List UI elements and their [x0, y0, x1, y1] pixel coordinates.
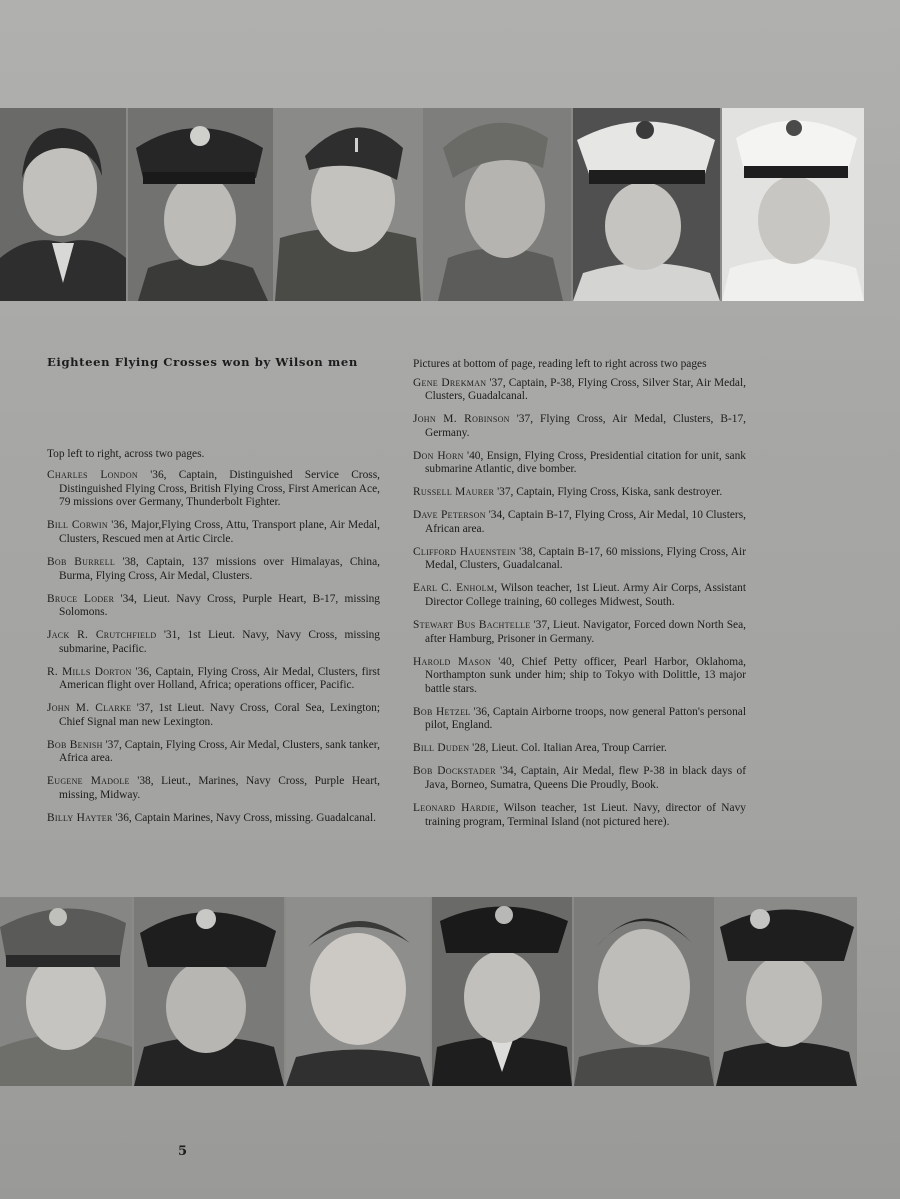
entry-name: Charles London — [47, 469, 138, 482]
entry-details: '36, Captain, Distinguished Service Cross, Distinguished Flying Cross, British Flying Cross, First American Ace, 79 missions over Germany, Thunderbolt Fighter. — [59, 469, 380, 509]
honor-entry — [413, 765, 746, 792]
entry-details: '38, Captain B-17, 60 missions, Flying Cross, Air Medal, Clusters, Guadalcanal. — [425, 545, 746, 572]
entry-details: '34, Captain B-17, Flying Cross, Air Medal, 10 Clusters, African area. — [425, 509, 747, 535]
portrait-photo — [423, 108, 573, 301]
entry-details: '36, Major,Flying Cross, Attu, Transport plane, Air Medal, Clusters, Rescued men at Artic Circle. — [59, 519, 380, 545]
honor-entry — [413, 802, 746, 829]
honor-entry — [47, 739, 380, 766]
portrait-photo — [432, 897, 574, 1086]
honor-entry — [47, 775, 380, 802]
honor-entry — [47, 629, 380, 656]
honor-entry — [413, 619, 746, 646]
entry-details: , Wilson teacher, 1st Lieut. Navy, director of Navy training program, Terminal Island (not pictured here). — [425, 801, 746, 828]
bottom-portrait-row — [0, 897, 857, 1086]
portrait-photo — [0, 897, 134, 1086]
entry-name: R. Mills Dorton — [47, 665, 132, 678]
entry-name: Dave Peterson — [413, 509, 486, 522]
entry-details: '34, Lieut. Navy Cross, Purple Heart, B-17, missing Solomons. — [59, 592, 380, 619]
entry-details: '38, Captain, 137 missions over Himalayas, China, Burma, Flying Cross, Air Medal, Clusters. — [59, 555, 380, 582]
entry-name: John M. Robinson — [413, 413, 510, 426]
portrait-photo — [128, 108, 275, 301]
honor-entry — [413, 509, 746, 536]
entry-details: '40, Ensign, Flying Cross, Presidential citation for unit, sank submarine Atlantic, dive bomber. — [425, 449, 746, 476]
entry-details: '34, Captain, Air Medal, flew P-38 in black days of Java, Borneo, Sumatra, Queens Die Proudly, Book. — [425, 765, 746, 791]
entry-name: Bruce Loder — [47, 592, 115, 605]
entry-name: Gene Drekman — [413, 376, 487, 389]
entry-details: '36, Captain Airborne troops, now general Patton's personal pilot, England. — [425, 705, 747, 732]
entry-details: '28, Lieut. Col. Italian Area, Troup Carrier. — [469, 742, 667, 755]
entry-name: Bill Duden — [413, 742, 470, 755]
portrait-photo — [716, 897, 857, 1086]
honor-entry — [413, 450, 746, 477]
honor-entry — [47, 556, 380, 583]
entry-details: '37, Flying Cross, Air Medal, Clusters, B-17, Germany. — [425, 413, 746, 439]
right-text-column — [413, 358, 746, 839]
entry-details: '37, Captain, Flying Cross, Air Medal, Clusters, sank tanker, Africa area. — [59, 738, 380, 765]
entry-name: Jack R. Crutchfield — [47, 629, 157, 642]
entry-name: Bill Corwin — [47, 519, 108, 532]
page-number: 5 — [178, 1144, 188, 1159]
honor-entry — [47, 666, 380, 693]
honor-entry — [413, 486, 746, 500]
article-heading: Eighteen Flying Crosses won by Wilson men — [47, 355, 358, 369]
left-text-column — [47, 356, 380, 835]
left-entry-list — [47, 469, 380, 825]
portrait-photo — [722, 108, 864, 301]
entry-details: '37, Captain, Flying Cross, Kiska, sank destroyer. — [494, 486, 723, 499]
entry-name: Bob Hetzel — [413, 705, 471, 718]
left-column-intro: Top left to right, across two pages. — [47, 447, 205, 460]
entry-name: Bob Burrell — [47, 555, 116, 568]
honor-entry — [47, 702, 380, 729]
portrait-photo — [275, 108, 423, 301]
entry-details: , Wilson teacher, 1st Lieut. Army Air Corps, Assistant Director College training, 60 colleges Midwest, South. — [425, 582, 746, 609]
portrait-photo — [573, 108, 722, 301]
entry-details: '37, Lieut. Navigator, Forced down North Sea, after Hamburg, Prisoner in Germany. — [425, 619, 746, 645]
honor-entry — [413, 582, 746, 609]
portrait-photo — [134, 897, 286, 1086]
entry-details: '38, Lieut., Marines, Navy Cross, Purple Heart, missing, Midway. — [59, 775, 381, 801]
honor-entry — [413, 706, 746, 733]
portrait-photo — [0, 108, 128, 301]
portrait-photo — [286, 897, 432, 1086]
entry-name: Billy Hayter — [47, 811, 113, 824]
entry-name: Leonard Hardie — [413, 801, 496, 814]
honor-entry — [47, 519, 380, 546]
entry-details: '40, Chief Petty officer, Pearl Harbor, Oklahoma, Northampton sunk under him; ship to Tokyo with Dolittle, 13 major battle stars. — [425, 655, 746, 695]
top-portrait-row — [0, 108, 864, 301]
honor-entry — [413, 546, 746, 573]
honor-entry — [413, 656, 746, 697]
entry-details: '31, 1st Lieut. Navy, Navy Cross, missing submarine, Pacific. — [59, 629, 380, 655]
entry-name: Don Horn — [413, 449, 464, 462]
entry-details: '36, Captain Marines, Navy Cross, missing. Guadalcanal. — [112, 811, 376, 824]
entry-details: '36, Captain, Flying Cross, Air Medal, Clusters, first American flight over Holland, Africa; operations officer, Pacific. — [59, 665, 381, 692]
entry-name: Bob Benish — [47, 738, 103, 751]
honor-entry — [47, 593, 380, 620]
entry-name: Harold Mason — [413, 655, 492, 668]
entry-name: Bob Dockstader — [413, 765, 496, 778]
entry-name: Stewart Bus Bachtelle — [413, 619, 531, 632]
right-column-intro: Pictures at bottom of page, reading left to right across two pages — [413, 358, 707, 370]
entry-details: '37, Captain, P-38, Flying Cross, Silver Star, Air Medal, Clusters, Guadalcanal. — [425, 376, 747, 403]
entry-name: Earl C. Enholm — [413, 582, 495, 595]
honor-entry — [413, 377, 746, 404]
honor-entry — [413, 742, 746, 756]
right-entry-list — [413, 377, 746, 830]
entry-name: Eugene Madole — [47, 775, 130, 788]
entry-name: John M. Clarke — [47, 702, 132, 715]
entry-name: Clifford Hauenstein — [413, 545, 516, 558]
honor-entry — [47, 812, 380, 826]
entry-name: Russell Maurer — [413, 486, 495, 499]
honor-entry — [413, 413, 746, 440]
honor-entry — [47, 469, 380, 510]
entry-details: '37, 1st Lieut. Navy Cross, Coral Sea, Lexington; Chief Signal man new Lexington. — [59, 702, 380, 728]
portrait-photo — [574, 897, 716, 1086]
